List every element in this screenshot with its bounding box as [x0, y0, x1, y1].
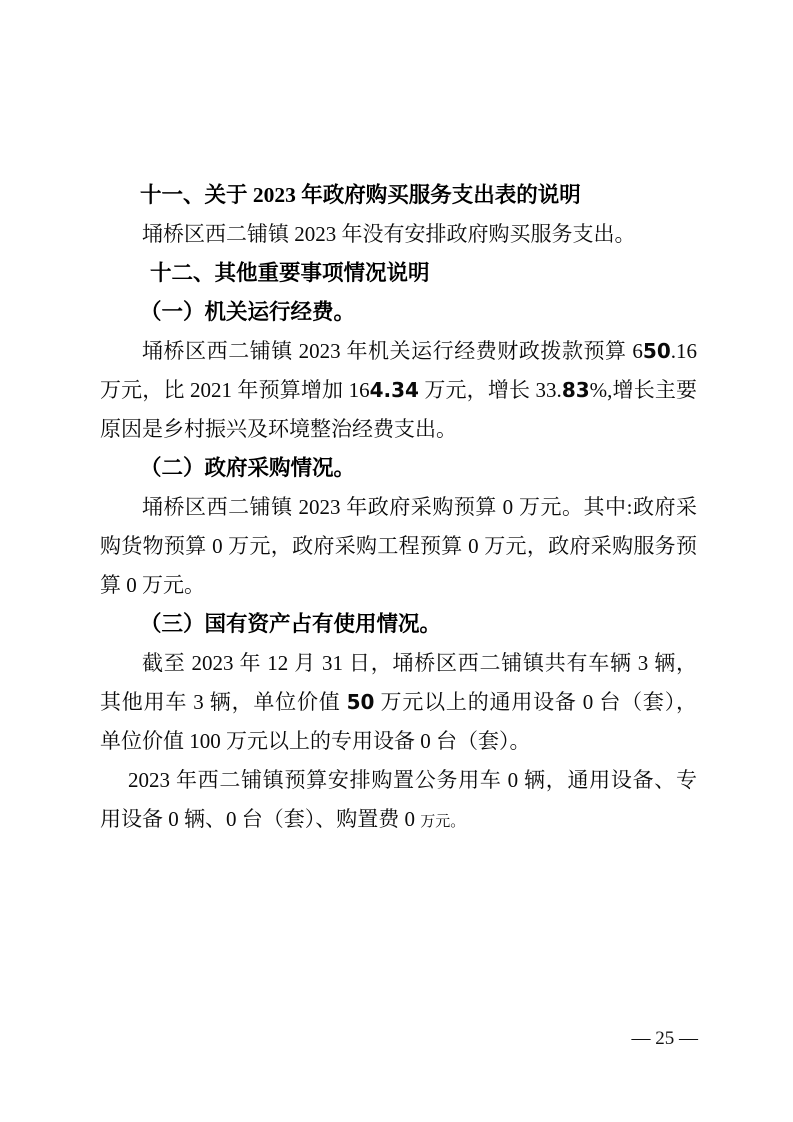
unit-value-50-bold-part: 50 — [346, 690, 375, 714]
growth-percent-bold-part: 83 — [561, 378, 590, 402]
section-12-heading: 十二、其他重要事项情况说明 — [150, 261, 430, 285]
text-run: .16 — [670, 339, 697, 363]
subsection-1-paragraph-line-2 — [100, 371, 697, 410]
text-run: 万元，增长 33. — [418, 378, 562, 402]
subsection-3-paragraph-line-1: 截至 2023 年 12 月 31 日，埇桥区西二铺镇共有车辆 3 辆， — [142, 651, 697, 675]
subsection-2-paragraph-line-3: 算 0 万元。 — [100, 573, 205, 597]
page-number: — 25 — — [631, 1028, 698, 1049]
document-body — [100, 176, 697, 839]
vehicle-purchase-paragraph-line-2 — [100, 800, 697, 839]
budget-amount-650-bold-part: 50 — [642, 339, 671, 363]
text-run: %,增长主要 — [589, 378, 698, 402]
section-11-paragraph: 埇桥区西二铺镇 2023 年没有安排政府购买服务支出。 — [142, 222, 636, 246]
subsection-3-paragraph-line-2 — [100, 683, 697, 722]
subsection-2-heading: （二）政府采购情况。 — [140, 456, 356, 480]
unit-label-small: 万元。 — [420, 814, 466, 830]
subsection-1-heading: （一）机关运行经费。 — [140, 300, 356, 324]
increase-amount-bold-part: 4.34 — [369, 378, 419, 402]
subsection-1-paragraph-line-1 — [100, 332, 697, 371]
section-11-heading: 十一、关于 2023 年政府购买服务支出表的说明 — [140, 183, 581, 207]
subsection-2-paragraph-line-1: 埇桥区西二铺镇 2023 年政府采购预算 0 万元。其中:政府采 — [142, 495, 697, 519]
subsection-3-heading: （三）国有资产占有使用情况。 — [140, 612, 442, 636]
text-run: 用设备 0 辆、0 台（套）、购置费 0 — [100, 807, 421, 831]
subsection-1-paragraph-line-3: 原因是乡村振兴及环境整治经费支出。 — [100, 417, 457, 441]
vehicle-purchase-paragraph-line-1: 2023 年西二铺镇预算安排购置公务用车 0 辆，通用设备、专 — [128, 768, 697, 792]
subsection-3-paragraph-line-3: 单位价值 100 万元以上的专用设备 0 台（套）。 — [100, 729, 531, 753]
text-run: 埇桥区西二铺镇 2023 年机关运行经费财政拨款预算 6 — [142, 339, 643, 363]
subsection-2-paragraph-line-2: 购货物预算 0 万元，政府采购工程预算 0 万元，政府采购服务预 — [100, 534, 697, 558]
text-run: 其他用车 3 辆，单位价值 — [100, 690, 347, 714]
text-run: 万元以上的通用设备 0 台（套）， — [374, 690, 698, 714]
text-run: 万元，比 2021 年预算增加 16 — [100, 378, 370, 402]
